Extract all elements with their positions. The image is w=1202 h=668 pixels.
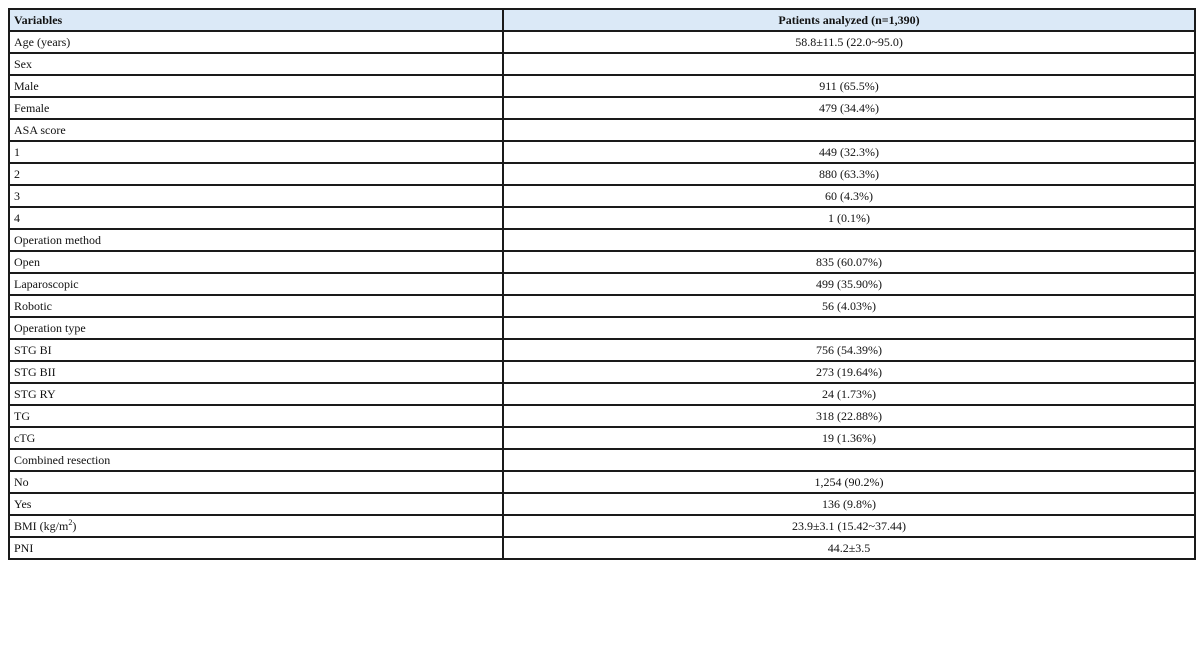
row-label: 3 (9, 185, 503, 207)
row-value: 911 (65.5%) (503, 75, 1195, 97)
row-label: ASA score (9, 119, 503, 141)
row-label: Combined resection (9, 449, 503, 471)
table-row (9, 97, 1195, 119)
row-label: PNI (9, 537, 503, 559)
row-value (503, 119, 1195, 141)
row-value (503, 53, 1195, 75)
row-label: Laparoscopic (9, 273, 503, 295)
table-row (9, 207, 1195, 229)
table-row (9, 273, 1195, 295)
table-row (9, 537, 1195, 559)
table-row (9, 295, 1195, 317)
row-label: No (9, 471, 503, 493)
row-label: Yes (9, 493, 503, 515)
table-row (9, 405, 1195, 427)
row-label: STG BII (9, 361, 503, 383)
row-value: 44.2±3.5 (503, 537, 1195, 559)
row-value: 58.8±11.5 (22.0~95.0) (503, 31, 1195, 53)
table-row (9, 163, 1195, 185)
table-row (9, 449, 1195, 471)
header-variables: Variables (9, 9, 503, 31)
patient-characteristics-table (8, 8, 1196, 560)
row-label: Sex (9, 53, 503, 75)
row-label: STG RY (9, 383, 503, 405)
row-value: 23.9±3.1 (15.42~37.44) (503, 515, 1195, 537)
table-row (9, 185, 1195, 207)
row-value: 499 (35.90%) (503, 273, 1195, 295)
table-row (9, 317, 1195, 339)
row-label: 4 (9, 207, 503, 229)
row-label: Robotic (9, 295, 503, 317)
row-value: 880 (63.3%) (503, 163, 1195, 185)
table-row (9, 471, 1195, 493)
patient-characteristics-table-container (8, 8, 1194, 560)
row-label: Male (9, 75, 503, 97)
row-value: 756 (54.39%) (503, 339, 1195, 361)
header-patients-analyzed: Patients analyzed (n=1,390) (503, 9, 1195, 31)
row-value: 60 (4.3%) (503, 185, 1195, 207)
row-value: 1,254 (90.2%) (503, 471, 1195, 493)
row-label: 1 (9, 141, 503, 163)
row-label: TG (9, 405, 503, 427)
row-value: 24 (1.73%) (503, 383, 1195, 405)
row-value: 1 (0.1%) (503, 207, 1195, 229)
bmi-label-superscript: 2 (68, 518, 73, 527)
row-value (503, 229, 1195, 251)
table-row (9, 427, 1195, 449)
row-label: Age (years) (9, 31, 503, 53)
row-value: 318 (22.88%) (503, 405, 1195, 427)
row-value: 449 (32.3%) (503, 141, 1195, 163)
table-row (9, 383, 1195, 405)
row-value: 136 (9.8%) (503, 493, 1195, 515)
row-label: STG BI (9, 339, 503, 361)
table-row (9, 229, 1195, 251)
table-header-row (9, 9, 1195, 31)
row-value: 56 (4.03%) (503, 295, 1195, 317)
table-row (9, 361, 1195, 383)
bmi-label-main: BMI (kg/m (14, 519, 69, 533)
row-label: Operation type (9, 317, 503, 339)
row-label: 2 (9, 163, 503, 185)
row-value (503, 317, 1195, 339)
table-row (9, 31, 1195, 53)
table-row (9, 493, 1195, 515)
row-value: 273 (19.64%) (503, 361, 1195, 383)
row-label: Female (9, 97, 503, 119)
table-row (9, 515, 1195, 537)
row-value (503, 449, 1195, 471)
table-row (9, 53, 1195, 75)
bmi-label-tail: ) (72, 519, 77, 533)
row-value: 19 (1.36%) (503, 427, 1195, 449)
row-label: Operation method (9, 229, 503, 251)
table-row (9, 75, 1195, 97)
row-label-bmi (9, 515, 503, 537)
table-row (9, 119, 1195, 141)
table-row (9, 339, 1195, 361)
row-label: cTG (9, 427, 503, 449)
row-value: 835 (60.07%) (503, 251, 1195, 273)
row-value: 479 (34.4%) (503, 97, 1195, 119)
row-label: Open (9, 251, 503, 273)
table-row (9, 251, 1195, 273)
table-row (9, 141, 1195, 163)
